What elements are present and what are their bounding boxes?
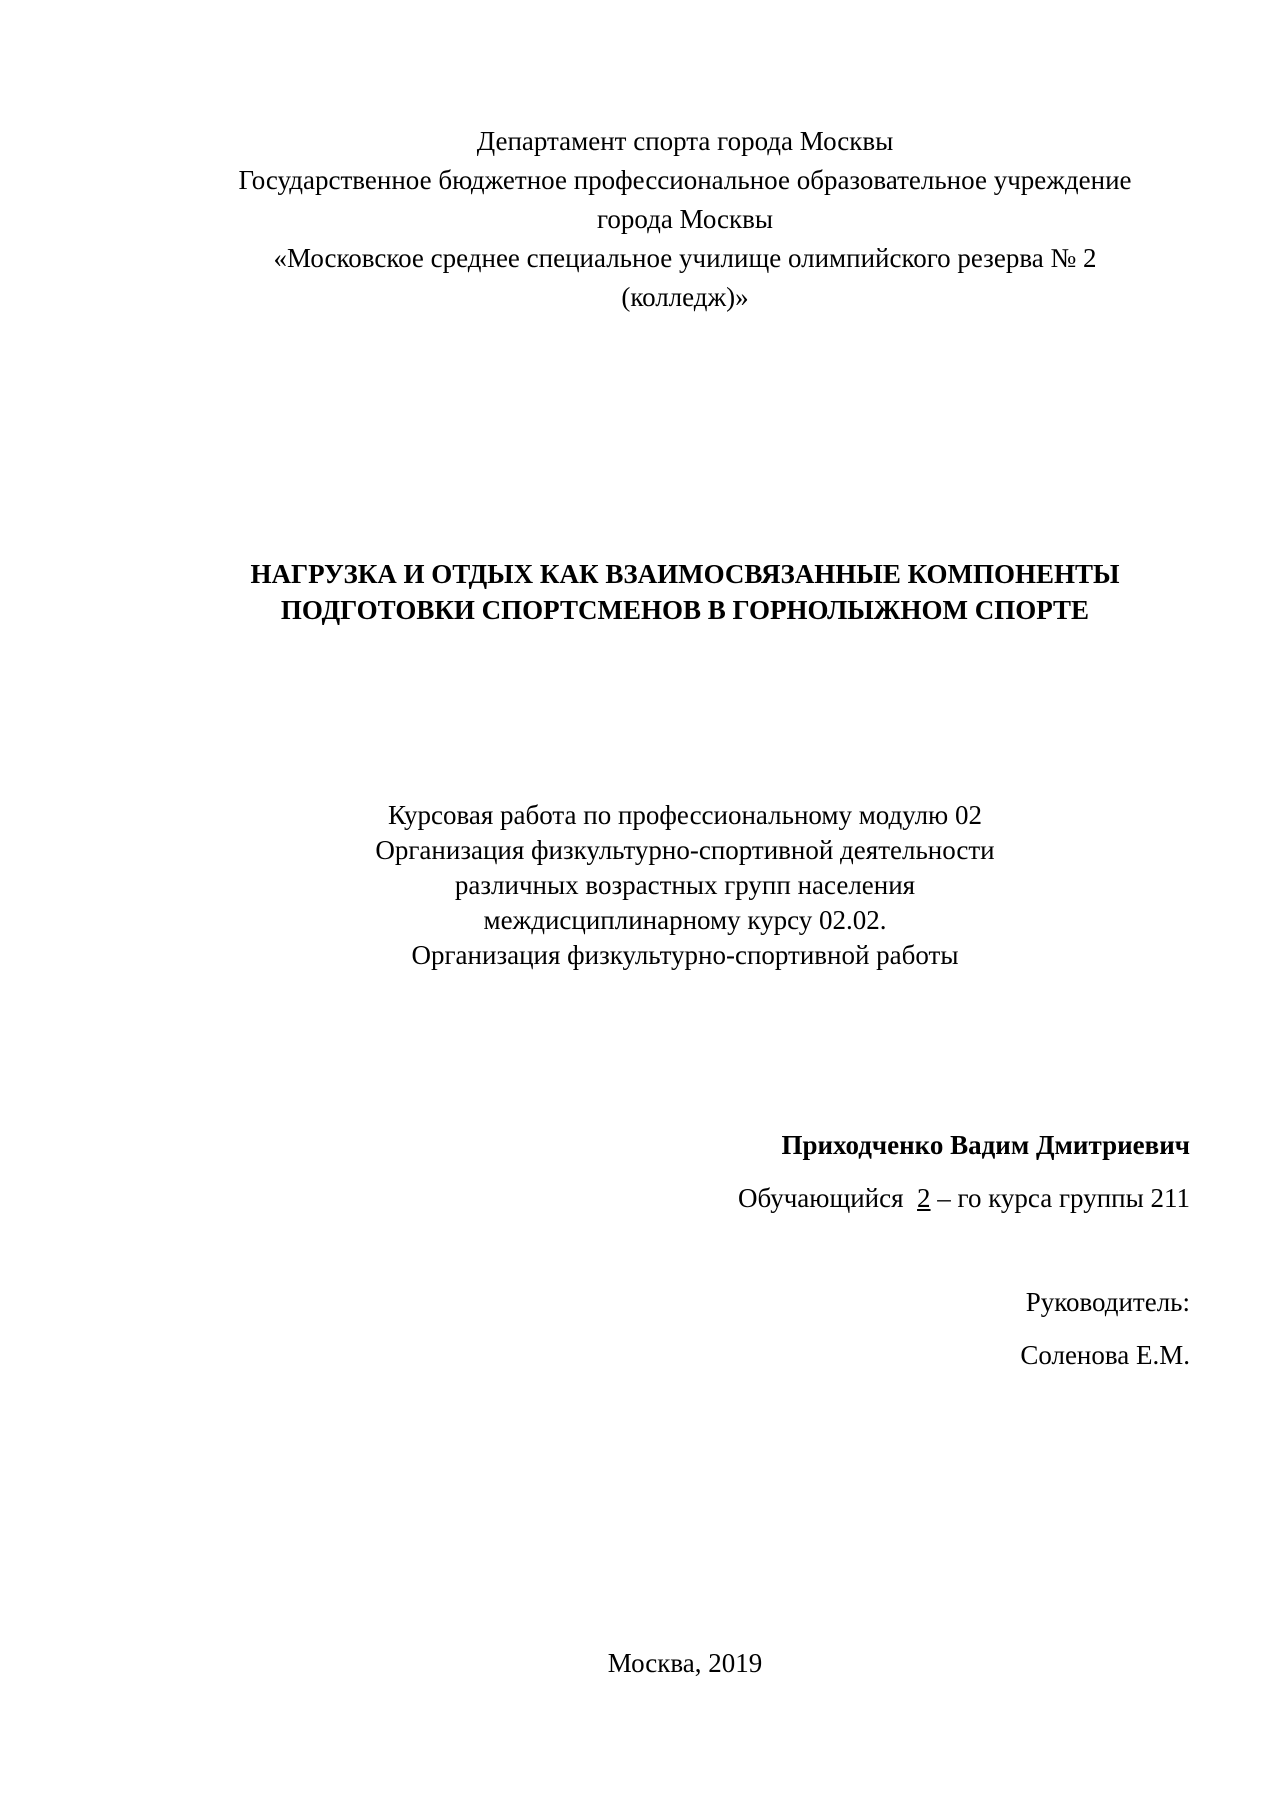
course-line-4: междисциплинарному курсу 02.02. bbox=[483, 905, 887, 935]
header-line-department: Департамент спорта города Москвы bbox=[476, 126, 894, 156]
course-description bbox=[140, 798, 1230, 973]
city-year: Москва, 2019 bbox=[607, 1648, 763, 1678]
work-title-line-2: ПОДГОТОВКИ СПОРТСМЕНОВ В ГОРНОЛЫЖНОМ СПОРТЕ bbox=[280, 595, 1090, 625]
header-line-school-name: «Московское среднее специальное училище олимпийского резерва № 2 bbox=[273, 243, 1097, 273]
course-line-1: Курсовая работа по профессиональному модулю 02 bbox=[388, 800, 982, 830]
student-name: Приходченко Вадим Дмитриевич bbox=[781, 1130, 1190, 1160]
institution-header bbox=[140, 122, 1230, 317]
supervisor-name: Соленова Е.М. bbox=[1020, 1340, 1190, 1370]
header-line-college: (колледж)» bbox=[621, 282, 749, 312]
work-title bbox=[140, 556, 1230, 628]
course-line-2: Организация физкультурно-спортивной деятельности bbox=[375, 835, 995, 865]
student-course-number: 2 bbox=[917, 1183, 931, 1213]
header-line-city: города Москвы bbox=[596, 204, 774, 234]
header-line-institution-type: Государственное бюджетное профессиональное образовательное учреждение bbox=[238, 165, 1132, 195]
work-title-line-1: НАГРУЗКА И ОТДЫХ КАК ВЗАИМОСВЯЗАННЫЕ КОМПОНЕНТЫ bbox=[250, 559, 1120, 589]
student-info bbox=[738, 1180, 1190, 1216]
course-line-5: Организация физкультурно-спортивной работы bbox=[411, 940, 959, 970]
student-info-prefix: Обучающийся bbox=[738, 1183, 904, 1213]
student-info-suffix: – го курса группы 211 bbox=[937, 1183, 1190, 1213]
supervisor-label: Руководитель: bbox=[1025, 1287, 1190, 1317]
course-line-3: различных возрастных групп населения bbox=[454, 870, 916, 900]
